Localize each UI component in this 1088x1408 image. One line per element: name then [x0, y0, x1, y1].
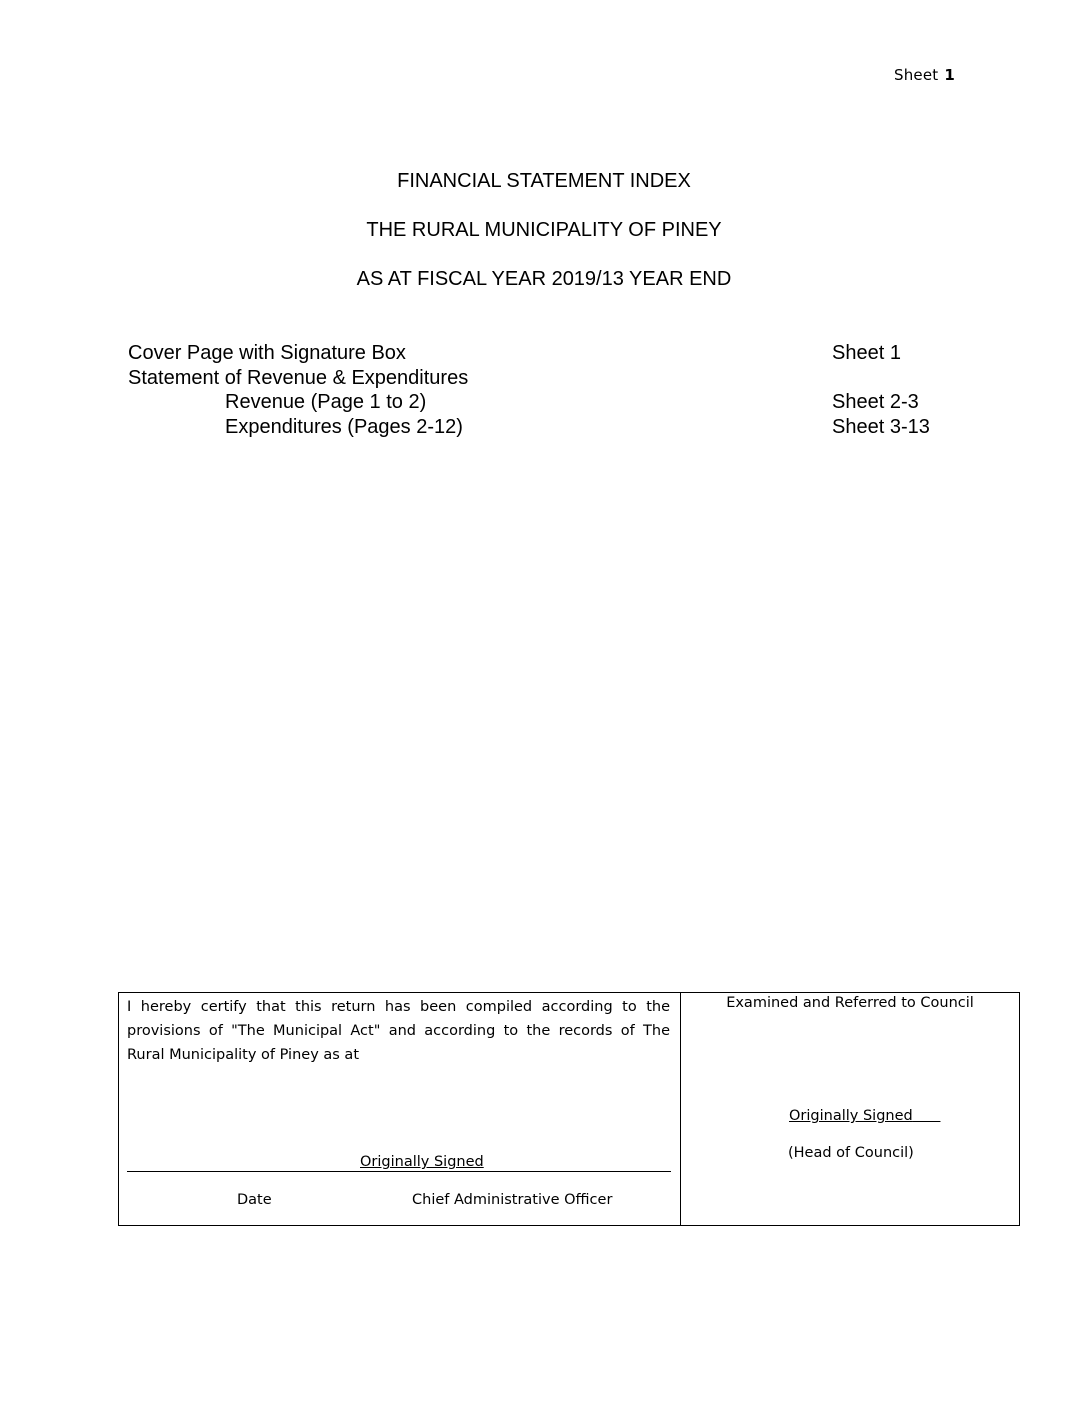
- index-item-sheet: Sheet 1: [832, 342, 901, 364]
- municipality-name: THE RURAL MUNICIPALITY OF PINEY: [366, 219, 722, 241]
- index-item-sheet: Sheet 2-3: [832, 391, 919, 413]
- head-signature-text: Originally Signed: [789, 1108, 913, 1124]
- index-item-title: Cover Page with Signature Box: [128, 342, 406, 364]
- sheet-label-text: Sheet: [894, 66, 939, 84]
- date-label: Date: [237, 1192, 272, 1208]
- examined-label: Examined and Referred to Council: [726, 995, 974, 1011]
- index-item-title: Expenditures (Pages 2-12): [225, 416, 463, 438]
- document-title: FINANCIAL STATEMENT INDEX: [397, 170, 691, 192]
- index-item-title: Revenue (Page 1 to 2): [225, 391, 427, 413]
- signature-box: [118, 992, 1020, 1226]
- head-of-council-label: (Head of Council): [788, 1145, 914, 1161]
- sheet-number-label: [894, 66, 955, 84]
- sheet-number: 1: [944, 66, 956, 84]
- index-item-title: Statement of Revenue & Expenditures: [128, 367, 469, 389]
- signature-underline-pad: [913, 1108, 941, 1124]
- cao-label: Chief Administrative Officer: [412, 1192, 613, 1208]
- signature-box-divider: [680, 993, 681, 1225]
- fiscal-year-heading: AS AT FISCAL YEAR 2019/13 YEAR END: [356, 268, 732, 290]
- head-of-council-signature: [789, 1108, 940, 1124]
- index-item-sheet: Sheet 3-13: [832, 416, 930, 438]
- signature-line: [127, 1171, 671, 1172]
- cao-signature: Originally Signed: [360, 1154, 484, 1170]
- certification-statement: I hereby certify that this return has been compiled according to the provisions of "The Municipal Act" and according to the records of The Rural Municipality of Piney as at: [127, 999, 670, 1063]
